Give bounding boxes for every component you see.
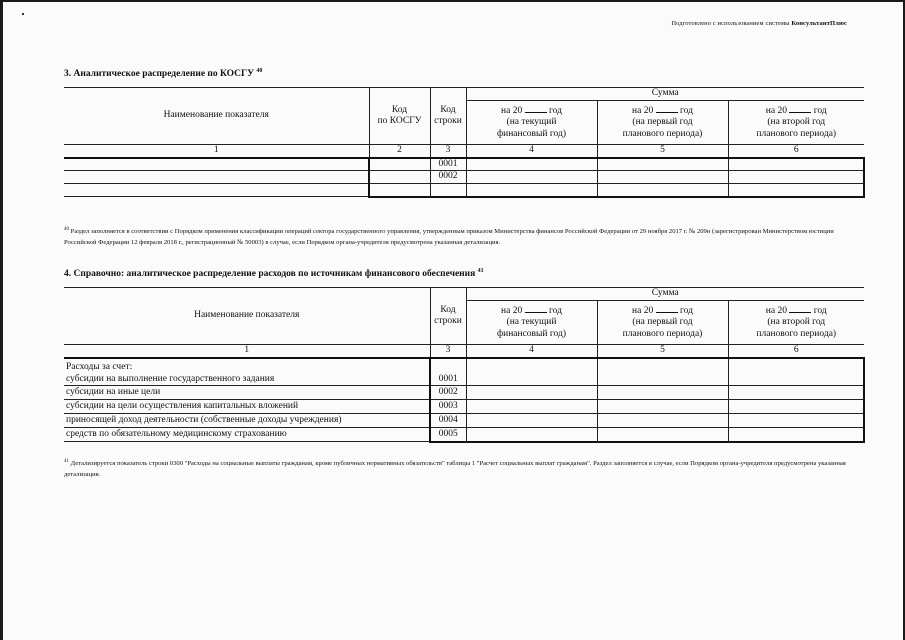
s4-row4-code: 0004 bbox=[430, 414, 466, 428]
s4-row1-v1 bbox=[466, 358, 597, 386]
table-row bbox=[64, 184, 864, 197]
s4-row2-label: субсидии на иные цели bbox=[64, 386, 430, 400]
s4-row4-v1 bbox=[466, 414, 597, 428]
s4-period-1-header: на 20 год (на текущий финансовый год) bbox=[466, 301, 597, 345]
s3-period-3-header: на 20 год (на второй год планового периода) bbox=[728, 101, 864, 145]
s4-num-3: 3 bbox=[430, 345, 466, 358]
s4-row5-v2 bbox=[597, 428, 728, 442]
s4-period-2-header: на 20 год (на первый год планового периода) bbox=[597, 301, 728, 345]
header-note-brand: КонсультантПлюс bbox=[791, 20, 847, 27]
footnote-41-ref: 41 bbox=[64, 459, 69, 464]
s4-row5-v3 bbox=[728, 428, 864, 442]
s3-row1-v1 bbox=[466, 158, 597, 171]
s4-row5-code: 0005 bbox=[430, 428, 466, 442]
s3-row1-name bbox=[64, 158, 369, 171]
header-note-prefix: Подготовлено с использованием системы bbox=[671, 20, 792, 27]
s4-row5-label: средств по обязательному медицинскому страхованию bbox=[64, 428, 430, 442]
s4-sum-header: Сумма bbox=[466, 288, 864, 301]
s3-period-1-header: на 20 год (на текущий финансовый год) bbox=[466, 101, 597, 145]
s4-rows-intro: Расходы за счет: bbox=[66, 362, 133, 372]
section3-title-text: 3. Аналитическое распределение по КОСГУ bbox=[64, 69, 255, 80]
s3-row3-v3 bbox=[728, 184, 864, 197]
section3-title-ref: 40 bbox=[256, 68, 263, 74]
s3-sum-header: Сумма bbox=[466, 88, 864, 101]
s3-row1-v2 bbox=[597, 158, 728, 171]
s4-row3-v3 bbox=[728, 400, 864, 414]
s4-row2-v1 bbox=[466, 386, 597, 400]
s3-col-kosgu-header: Код по КОСГУ bbox=[369, 88, 430, 145]
s3-row2-v1 bbox=[466, 171, 597, 184]
s3-row3-code bbox=[430, 184, 466, 197]
s3-num-5: 5 bbox=[597, 145, 728, 158]
s4-row5-v1 bbox=[466, 428, 597, 442]
s3-row3-v2 bbox=[597, 184, 728, 197]
section4-title bbox=[64, 268, 484, 279]
s3-row3-kosgu bbox=[369, 184, 430, 197]
footnote-41 bbox=[64, 456, 864, 480]
s4-row1-name bbox=[64, 358, 430, 386]
s4-num-6: 6 bbox=[728, 345, 864, 358]
table-row bbox=[64, 358, 864, 386]
s3-col-code-header: Код строки bbox=[430, 88, 466, 145]
s3-row1-kosgu bbox=[369, 158, 430, 171]
s3-period-2-header: на 20 год (на первый год планового периода) bbox=[597, 101, 728, 145]
s4-row3-code: 0003 bbox=[430, 400, 466, 414]
s3-row2-v2 bbox=[597, 171, 728, 184]
s3-row1-code: 0001 bbox=[430, 158, 466, 171]
s3-num-4: 4 bbox=[466, 145, 597, 158]
s4-col-code-header: Код строки bbox=[430, 288, 466, 345]
s4-row2-code: 0002 bbox=[430, 386, 466, 400]
s3-number-row bbox=[64, 145, 864, 158]
s4-num-5: 5 bbox=[597, 345, 728, 358]
s4-row3-v2 bbox=[597, 400, 728, 414]
s4-row3-v1 bbox=[466, 400, 597, 414]
table-row bbox=[64, 428, 864, 442]
section4-title-ref: 41 bbox=[477, 268, 484, 274]
section3-table bbox=[64, 87, 865, 198]
s3-num-3: 3 bbox=[430, 145, 466, 158]
s3-num-2: 2 bbox=[369, 145, 430, 158]
scan-edge-top bbox=[0, 0, 905, 2]
s4-number-row bbox=[64, 345, 864, 358]
s3-row3-name bbox=[64, 184, 369, 197]
s4-num-4: 4 bbox=[466, 345, 597, 358]
footnote-41-text: Детализируется показатель строки 0300 "Расходы на социальные выплаты гражданам, кроме публичных нормативных обязательств" таблицы 1 "Расчет социальных выплат гражданам". Раздел заполняется в случае, если Порядком органа-учредителя предусмотрена указанная детализация. bbox=[64, 460, 846, 479]
s3-col-name-header: Наименование показателя bbox=[64, 88, 369, 145]
s3-num-1: 1 bbox=[64, 145, 369, 158]
s4-period-3-header: на 20 год (на второй год планового периода) bbox=[728, 301, 864, 345]
table-row bbox=[64, 158, 864, 171]
s4-row1-v2 bbox=[597, 358, 728, 386]
table-row bbox=[64, 386, 864, 400]
s4-row1-v3 bbox=[728, 358, 864, 386]
section4-table bbox=[64, 287, 865, 443]
scan-speck bbox=[22, 13, 24, 15]
s3-row2-code: 0002 bbox=[430, 171, 466, 184]
section3-title bbox=[64, 68, 262, 79]
table-row bbox=[64, 414, 864, 428]
section4-title-text: 4. Справочно: аналитическое распределение расходов по источникам финансового обеспечения bbox=[64, 269, 476, 280]
s3-row1-v3 bbox=[728, 158, 864, 171]
footnote-40-text: Раздел заполняется в соответствии с Порядком применения классификации операций сектора государственного управления, утвержденным приказом Министерства финансов Российской Федерации от 29 ноября 2017 г. № 209н (зарегистрирован Министерством юстиции Российской Федерации 12 февраля 2018 г., регистрационный № 50003) в случае, если Порядком органа-учредителя предусмотрена указанная детализация. bbox=[64, 228, 834, 247]
s3-row2-kosgu bbox=[369, 171, 430, 184]
header-note bbox=[671, 20, 847, 27]
s3-row2-v3 bbox=[728, 171, 864, 184]
s4-num-1: 1 bbox=[64, 345, 430, 358]
s4-row4-v3 bbox=[728, 414, 864, 428]
s4-row4-v2 bbox=[597, 414, 728, 428]
footnote-40 bbox=[64, 224, 864, 248]
s4-col-name-header: Наименование показателя bbox=[64, 288, 430, 345]
table-row bbox=[64, 171, 864, 184]
s3-row3-v1 bbox=[466, 184, 597, 197]
footnote-40-ref: 40 bbox=[64, 227, 69, 232]
s4-row2-v3 bbox=[728, 386, 864, 400]
s4-row2-v2 bbox=[597, 386, 728, 400]
s4-row3-label: субсидии на цели осуществления капитальных вложений bbox=[64, 400, 430, 414]
s4-row4-label: приносящей доход деятельности (собственные доходы учреждения) bbox=[64, 414, 430, 428]
table-row bbox=[64, 400, 864, 414]
s3-num-6: 6 bbox=[728, 145, 864, 158]
scan-edge-left bbox=[0, 0, 3, 640]
s4-row1-code: 0001 bbox=[430, 358, 466, 386]
s3-row2-name bbox=[64, 171, 369, 184]
s4-row1-label: субсидии на выполнение государственного задания bbox=[66, 373, 275, 384]
